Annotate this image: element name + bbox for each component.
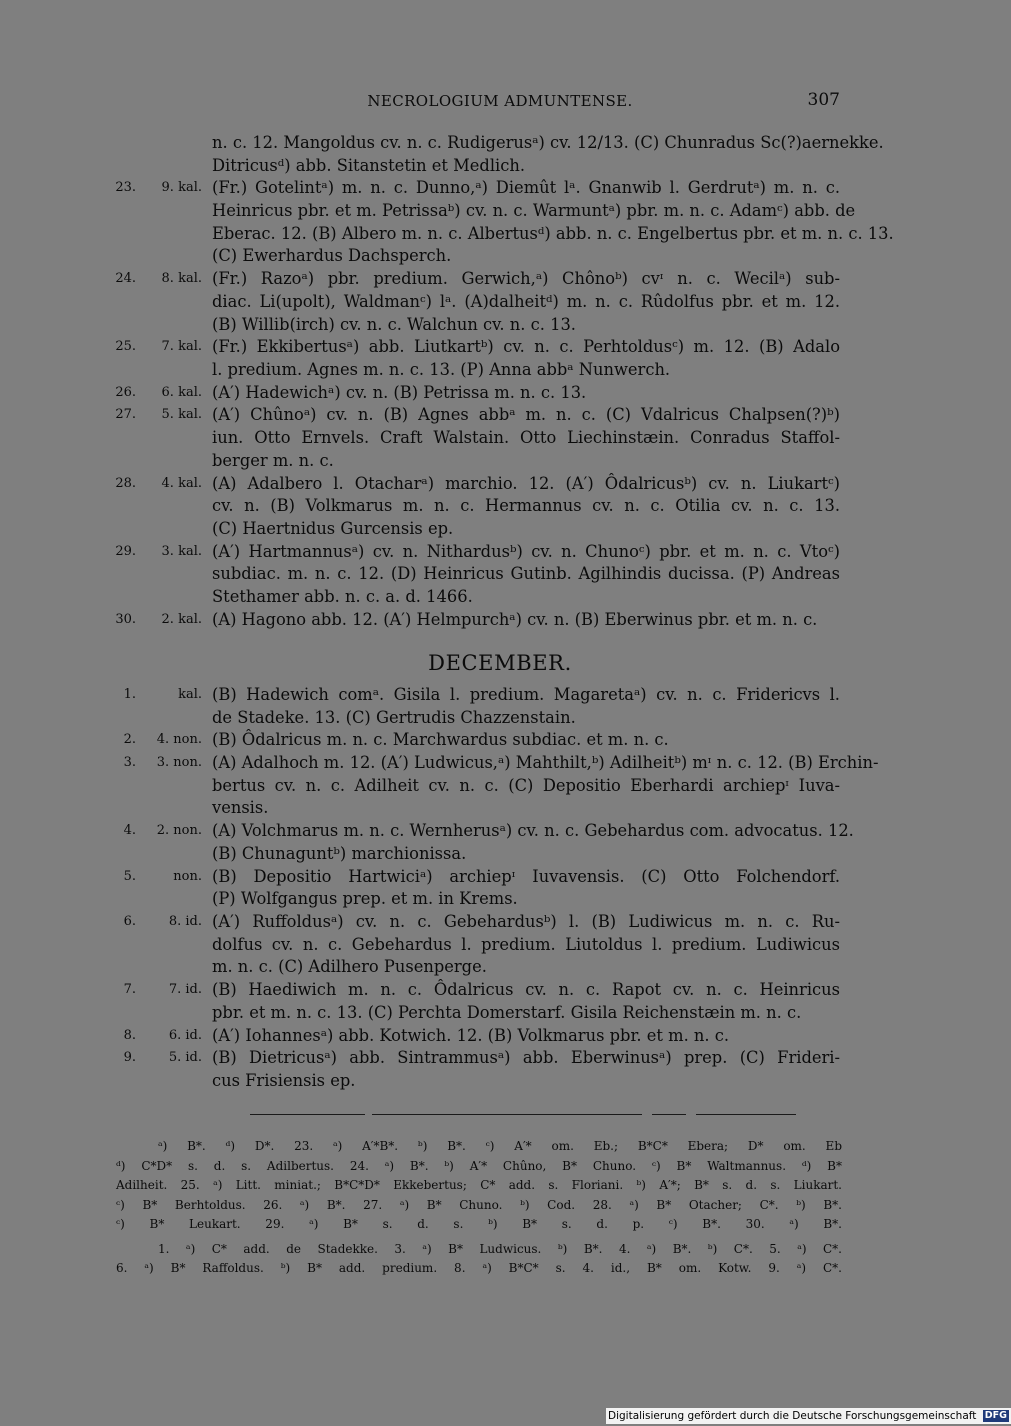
entry-roman-date: 2. non.	[156, 823, 202, 839]
entry-text	[212, 866, 840, 911]
entry-line: de Stadeke. 13. (C) Gertrudis Chazzenstain.	[212, 707, 576, 727]
entry-line: (C) Haertnidus Gurcensis ep.	[212, 518, 454, 538]
entry-text	[212, 684, 840, 729]
entry-line: (A) Adalbero l. Otacharᵃ) marchio. 12. (A′) Ôdalricusᵇ) cv. n. Liukartᶜ)	[212, 473, 840, 493]
entry-roman-date: 4. kal.	[161, 475, 202, 491]
entry-line: Eberac. 12. (B) Albero m. n. c. Albertusᵈ) abb. n. c. Engelbertus pbr. et m. n. c. 13.	[212, 223, 894, 243]
entry-roman-date: 4. non.	[156, 732, 202, 748]
entry-text	[212, 1025, 840, 1048]
entry-text	[212, 729, 840, 752]
entry-line: cv. n. (B) Volkmarus m. n. c. Hermannus cv. n. c. Otilia cv. n. c. 13.	[212, 496, 840, 516]
entry-text	[212, 473, 840, 541]
running-header: NECROLOGIUM ADMUNTENSE.	[367, 92, 633, 110]
entry-line: (A′) Hartmannusᵃ) cv. n. Nithardusᵇ) cv. n. Chunoᶜ) pbr. et m. n. c. Vtoᶜ)	[212, 541, 840, 561]
page-number: 307	[807, 90, 840, 110]
entry-roman-date: 5. id.	[168, 1050, 202, 1066]
entry-line: (B) Willib(irch) cv. n. c. Walchun cv. n. c. 13.	[212, 314, 576, 334]
entry-day-number: 9.	[123, 1050, 136, 1066]
entry-day-number: 6.	[123, 914, 136, 929]
entry-line: (B) Dietricusᵃ) abb. Sintrammusᵃ) abb. Eberwinusᵃ) prep. (C) Frideri-	[212, 1048, 840, 1068]
entry-roman-date: 5. kal.	[161, 407, 202, 423]
entry-line: Heinricus pbr. et m. Petrissaᵇ) cv. n. c. Warmuntᵃ) pbr. m. n. c. Adamᶜ) abb. de	[212, 201, 856, 221]
entry-day-number: 25.	[115, 339, 136, 355]
entry-line: (Fr.) Gotelintᵃ) m. n. c. Dunno,ᵃ) Diemût lᵃ. Gnanwib l. Gerdrutᵃ) m. n. c.	[212, 178, 840, 198]
entry-line: n. c. 12. Mangoldus cv. n. c. Rudigerusᵃ) cv. 12/13. (C) Chunradus Sc(?)aernekke.	[212, 133, 884, 152]
entry-day-number: 26.	[115, 384, 136, 400]
entry-line: iun. Otto Ernvels. Craft Walstain. Otto Liechinstæin. Conradus Staffol-	[212, 428, 840, 448]
entry-day-number: 30.	[115, 611, 136, 627]
entry-day-number: 24.	[115, 271, 136, 287]
entry-roman-date: 7. kal.	[161, 339, 202, 355]
entry-line: (A′) Ruffoldusᵃ) cv. n. c. Gebehardusᵇ) l. (B) Ludiwicus m. n. c. Ru-	[212, 912, 840, 931]
entry-text	[212, 1047, 840, 1092]
entry-roman-date: 3. kal.	[161, 543, 202, 559]
entry-line: (P) Wolfgangus prep. et m. in Krems.	[212, 889, 518, 909]
entry-day-number: 27.	[115, 407, 136, 423]
entry-line: dolfus cv. n. c. Gebehardus l. predium. Liutoldus l. predium. Ludiwicus	[212, 934, 840, 954]
footnote-line: ᶜ) B* Berhtoldus. 26. ᵃ) B*. 27. ᵃ) B* Chuno. ᵇ) Cod. 28. ᵃ) B* Otacher; C*. ᵇ) B*.	[116, 1198, 842, 1212]
banner-text: Digitalisierung gefördert durch die Deutsche Forschungsgemeinschaft	[608, 1410, 977, 1422]
entry-day-number: 7.	[123, 982, 136, 998]
entry-text	[212, 609, 840, 632]
entry-roman-date: kal.	[178, 687, 202, 702]
entry-line: l. predium. Agnes m. n. c. 13. (P) Anna abbᵃ Nunwerch.	[212, 359, 671, 379]
entry-roman-date: 2. kal.	[161, 611, 202, 627]
entry-roman-date: 9. kal.	[161, 180, 202, 196]
entry-day-number: 29.	[115, 543, 136, 559]
footnote-line: Adilheit. 25. ᵃ) Litt. miniat.; B*C*D* Ekkebertus; C* add. s. Floriani. ᵇ) A′*; B* s. d. s. Liukart.	[116, 1178, 842, 1192]
entry-roman-date: 8. id.	[168, 914, 202, 929]
dfg-logo-icon: DFG	[984, 1410, 1007, 1421]
entry-roman-date: 3. non.	[156, 755, 202, 771]
entry-line: (A′) Chûnoᵃ) cv. n. (B) Agnes abbᵃ m. n. c. (C) Vdalricus Chalpsen(?)ᵇ)	[212, 405, 840, 425]
digitization-banner[interactable]	[606, 1408, 1011, 1424]
footnote-line: ᵃ) B*. ᵈ) D*. 23. ᵃ) A′*B*. ᵇ) B*. ᶜ) A′* om. Eb.; B*C* Ebera; D* om. Eb	[158, 1139, 842, 1153]
entry-line: cus Frisiensis ep.	[212, 1070, 356, 1090]
entry-line: berger m. n. c.	[212, 450, 334, 470]
entry-day-number: 1.	[123, 687, 136, 702]
entry-roman-date: 7. id.	[168, 982, 202, 998]
entry-line: (B) Haediwich m. n. c. Ôdalricus cv. n. c. Rapot cv. n. c. Heinricus	[212, 980, 840, 1000]
entry-line: vensis.	[212, 798, 269, 818]
entry-line: (B) Ôdalricus m. n. c. Marchwardus subdiac. et m. n. c.	[212, 730, 669, 750]
entry-text	[212, 404, 840, 472]
entry-line: (B) Depositio Hartwiciᵃ) archiepᶦ Iuvavensis. (C) Otto Folchendorf.	[212, 866, 840, 886]
entry-line: (C) Ewerhardus Dachsperch.	[212, 246, 452, 266]
entry-roman-date: 6. kal.	[161, 384, 202, 400]
entry-text	[212, 911, 840, 979]
entry-text	[212, 820, 854, 865]
entry-line: (A′) Hadewichᵃ) cv. n. (B) Petrissa m. n. c. 13.	[212, 382, 587, 402]
entry-day-number: 23.	[115, 180, 136, 196]
entry-day-number: 3.	[123, 755, 136, 771]
entry-text	[212, 752, 879, 820]
entry-text	[212, 382, 840, 405]
entry-line: (Fr.) Ekkibertusᵃ) abb. Liutkartᵇ) cv. n. c. Perhtoldusᶜ) m. 12. (B) Adalo	[212, 337, 840, 357]
entry-line: (B) Chunaguntᵇ) marchionissa.	[212, 843, 467, 863]
entry-line: (B) Hadewich comᵃ. Gisila l. predium. Magaretaᵃ) cv. n. c. Fridericvs l.	[212, 685, 840, 704]
entry-line: m. n. c. (C) Adilhero Pusenperge.	[212, 957, 487, 977]
entry-line: (Fr.) Razoᵃ) pbr. predium. Gerwich,ᵃ) Chônoᵇ) cvᶦ n. c. Wecilᵃ) sub-	[212, 269, 840, 289]
footnote-line: 6. ᵃ) B* Raffoldus. ᵇ) B* add. predium. 8. ᵃ) B*C* s. 4. id., B* om. Kotw. 9. ᵃ) C*.	[116, 1261, 842, 1275]
entry-line: bertus cv. n. c. Adilheit cv. n. c. (C) Depositio Eberhardi archiepᶦ Iuva-	[212, 775, 840, 795]
entry-line: diac. Li(upolt), Waldmanᶜ) lᵃ. (A)dalheitᵈ) m. n. c. Rûdolfus pbr. et m. 12.	[212, 291, 840, 311]
entry-line: pbr. et m. n. c. 13. (C) Perchta Domerstarf. Gisila Reichenstæin m. n. c.	[212, 1002, 802, 1022]
entry-line: (A) Hagono abb. 12. (A′) Helmpurchᵃ) cv. n. (B) Eberwinus pbr. et m. n. c.	[212, 609, 818, 629]
entry-roman-date: non.	[173, 868, 202, 884]
entry-day-number: 4.	[123, 823, 136, 839]
entry-line: Stethamer abb. n. c. a. d. 1466.	[212, 586, 473, 606]
entry-text	[212, 132, 884, 177]
entry-line: (A) Adalhoch m. 12. (A′) Ludwicus,ᵃ) Mahthilt,ᵇ) Adilheitᵇ) mᶦ n. c. 12. (B) Erchin-	[212, 753, 879, 773]
entry-day-number: 28.	[115, 475, 136, 491]
entry-text	[212, 268, 840, 336]
entry-text	[212, 541, 840, 609]
footnote-line: ᵈ) C*D* s. d. s. Adilbertus. 24. ᵃ) B*. ᵇ) A′* Chûno, B* Chuno. ᶜ) B* Waltmannus. ᵈ) B*	[116, 1159, 842, 1173]
entry-line: (A′) Iohannesᵃ) abb. Kotwich. 12. (B) Volkmarus pbr. et m. n. c.	[212, 1025, 730, 1045]
entry-text	[212, 336, 840, 381]
month-heading: DECEMBER.	[428, 651, 572, 675]
footnote-line: 1. ᵃ) C* add. de Stadekke. 3. ᵃ) B* Ludwicus. ᵇ) B*. 4. ᵃ) B*. ᵇ) C*. 5. ᵃ) C*.	[158, 1242, 842, 1256]
entry-line: subdiac. m. n. c. 12. (D) Heinricus Gutinb. Agilhindis ducissa. (P) Andreas	[212, 564, 840, 584]
entry-text	[212, 979, 840, 1024]
footnote-line: ᶜ) B* Leukart. 29. ᵃ) B* s. d. s. ᵇ) B* s. d. p. ᶜ) B*. 30. ᵃ) B*.	[116, 1217, 842, 1231]
entry-day-number: 8.	[123, 1027, 136, 1043]
entry-day-number: 5.	[123, 868, 136, 884]
entry-roman-date: 8. kal.	[161, 271, 202, 287]
entry-text	[212, 177, 894, 268]
entry-day-number: 2.	[123, 732, 136, 748]
entry-line: (A) Volchmarus m. n. c. Wernherusᵃ) cv. n. c. Gebehardus com. advocatus. 12.	[212, 821, 854, 841]
entry-roman-date: 6. id.	[168, 1027, 202, 1043]
entry-line: Ditricusᵈ) abb. Sitanstetin et Medlich.	[212, 155, 526, 175]
